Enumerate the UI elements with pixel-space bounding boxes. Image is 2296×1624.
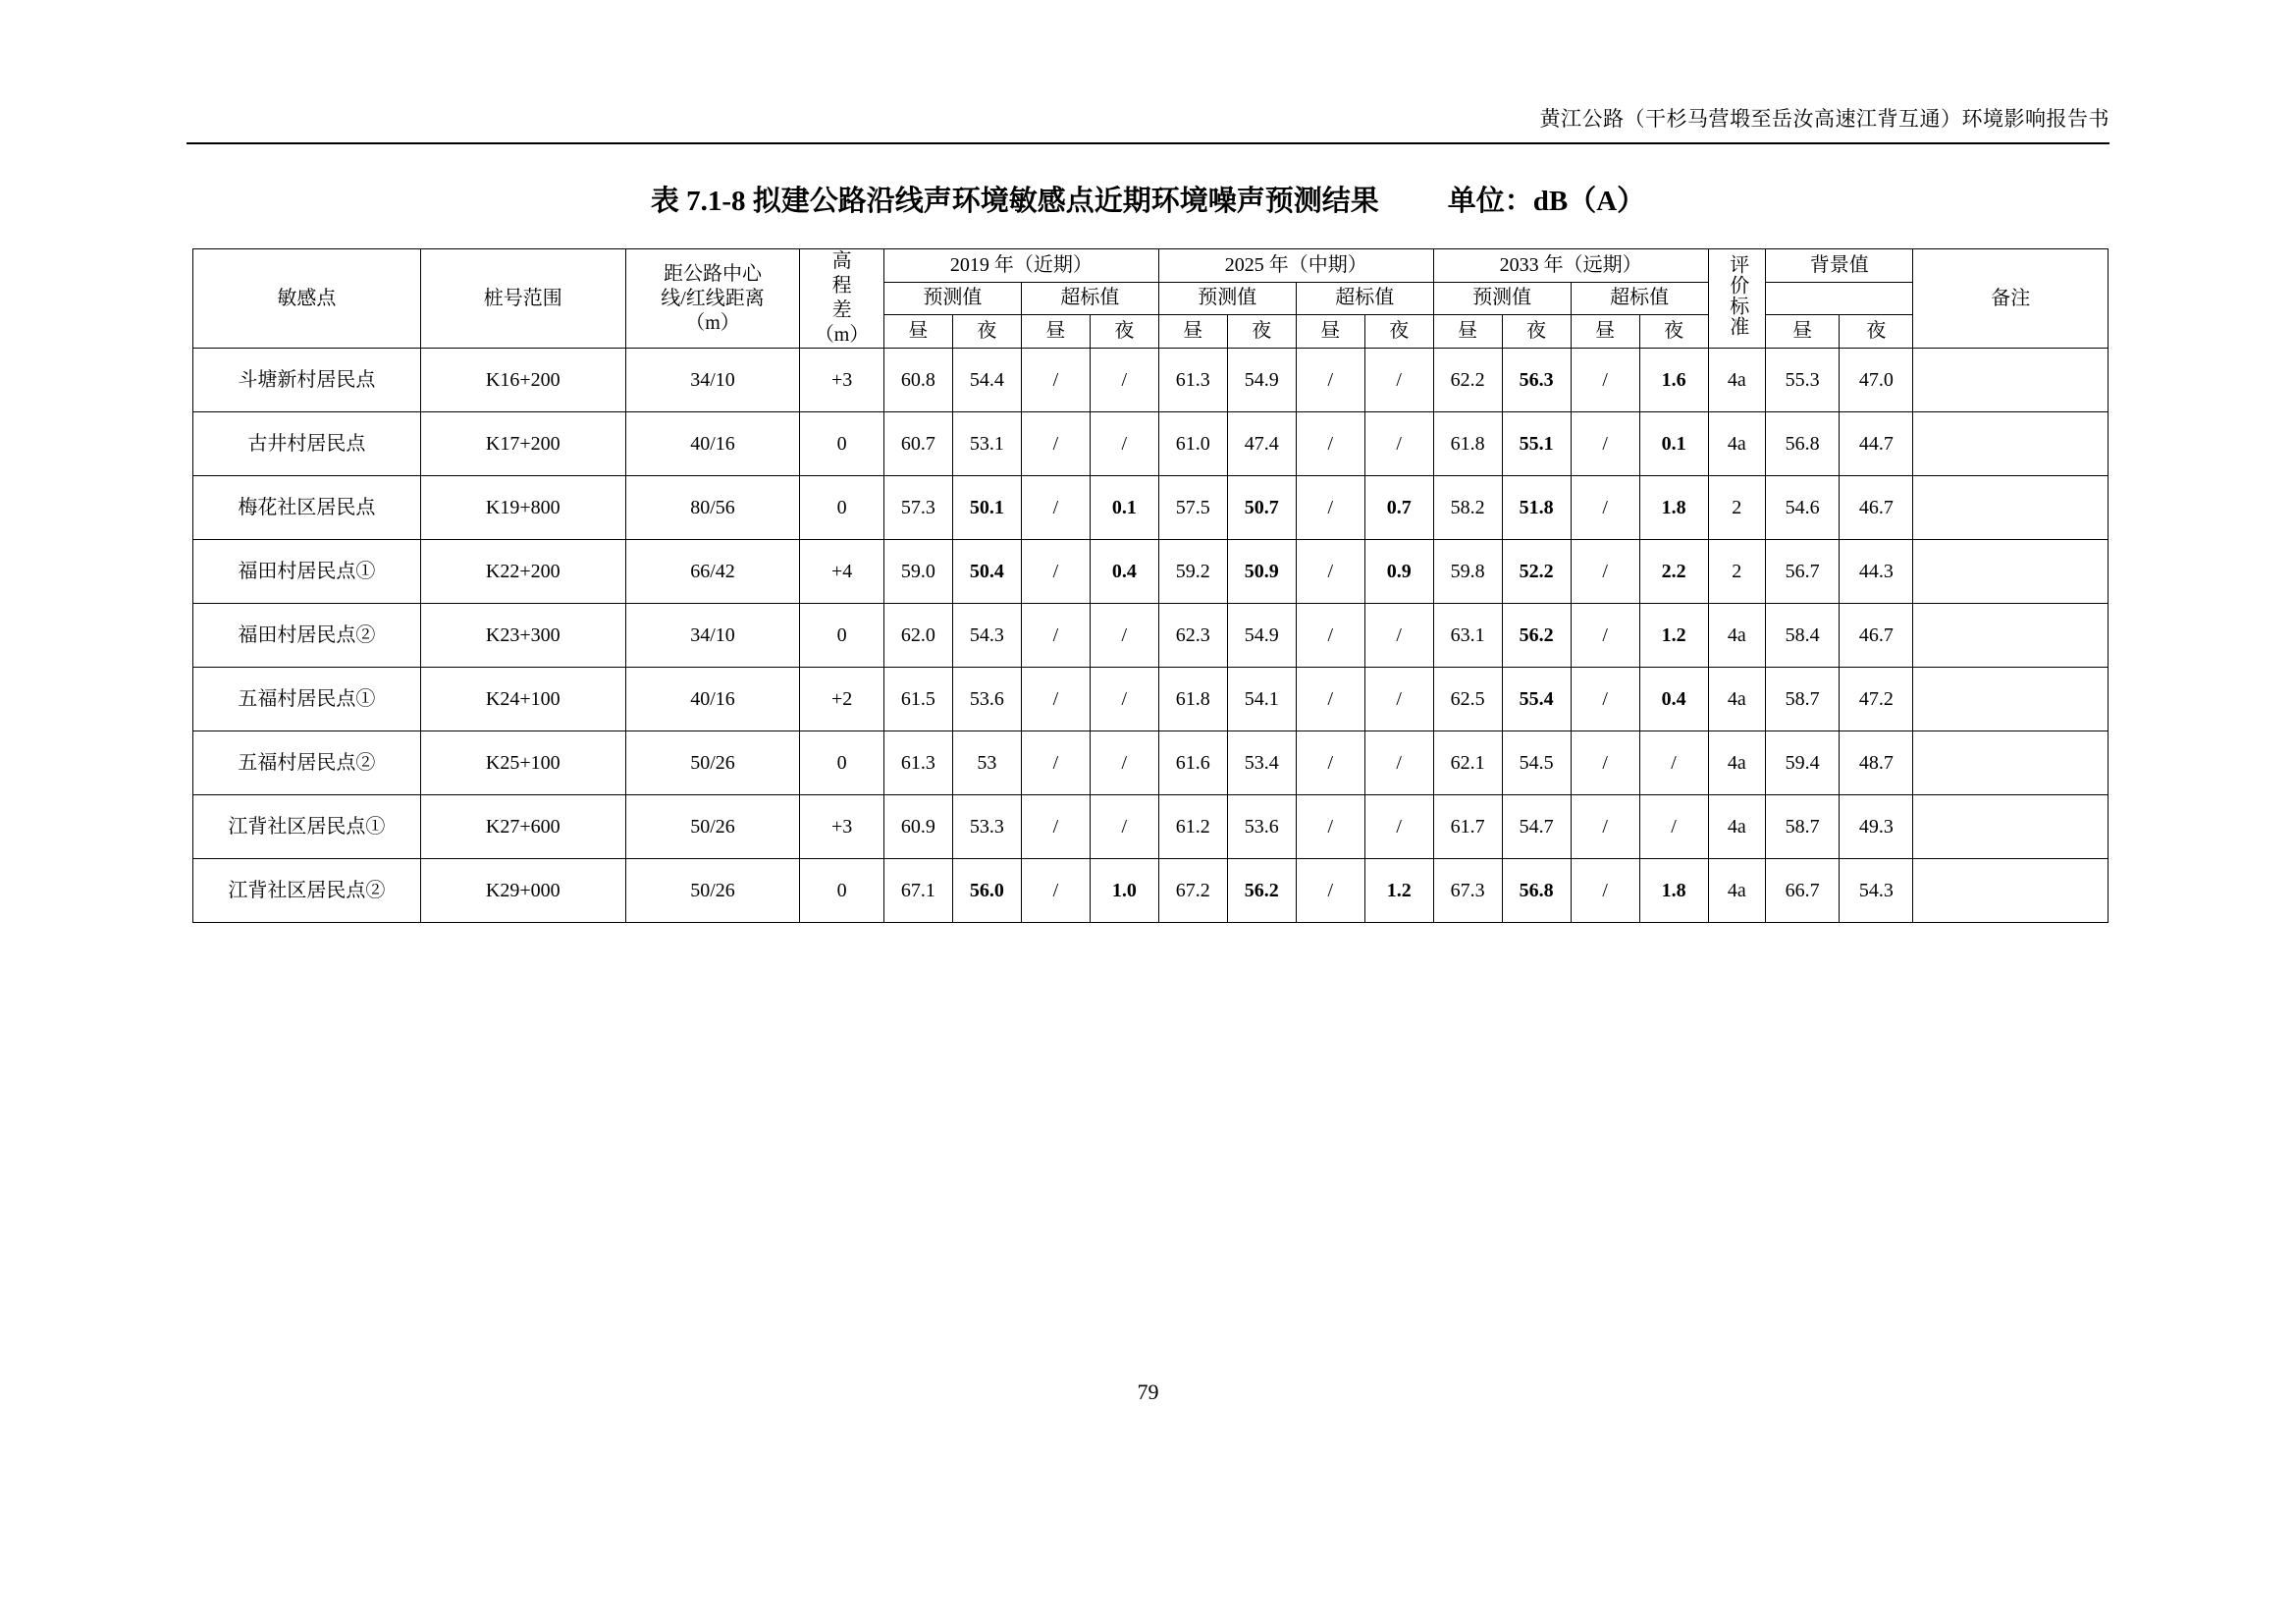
cell-2025-exceed-day: / <box>1296 604 1364 668</box>
cell-2019-predicted-night: 54.4 <box>952 349 1021 412</box>
header-row-1 <box>193 249 2109 283</box>
cell-2019-predicted-day: 59.0 <box>883 540 952 604</box>
cell-2019-exceed-day: / <box>1021 412 1090 476</box>
table-row <box>193 795 2109 859</box>
col-header-2019-predicted-night: 夜 <box>952 315 1021 349</box>
col-header-elevation: 高 程 差 （m） <box>800 249 884 349</box>
cell-elevation: 0 <box>800 859 884 923</box>
cell-2025-exceed-day: / <box>1296 412 1364 476</box>
cell-2025-predicted-day: 61.6 <box>1158 731 1227 795</box>
table-row <box>193 731 2109 795</box>
cell-2019-predicted-day: 60.7 <box>883 412 952 476</box>
cell-sensitive-point: 江背社区居民点① <box>193 795 421 859</box>
cell-2033-predicted-day: 62.1 <box>1433 731 1502 795</box>
cell-background-night: 47.0 <box>1840 349 1913 412</box>
cell-standard: 4a <box>1708 731 1765 795</box>
cell-sensitive-point: 斗塘新村居民点 <box>193 349 421 412</box>
cell-2033-predicted-day: 67.3 <box>1433 859 1502 923</box>
cell-stake-range: K25+100 <box>420 731 625 795</box>
cell-standard: 2 <box>1708 540 1765 604</box>
cell-background-night: 54.3 <box>1840 859 1913 923</box>
cell-sensitive-point: 古井村居民点 <box>193 412 421 476</box>
cell-remark <box>1913 476 2109 540</box>
cell-2019-predicted-night: 50.1 <box>952 476 1021 540</box>
cell-2019-exceed-night: / <box>1090 668 1158 731</box>
cell-2025-predicted-night: 53.4 <box>1227 731 1296 795</box>
cell-distance: 50/26 <box>625 731 800 795</box>
col-header-2025-predicted-day: 昼 <box>1158 315 1227 349</box>
cell-2033-predicted-night: 56.2 <box>1502 604 1571 668</box>
cell-2033-exceed-day: / <box>1571 476 1639 540</box>
cell-2019-predicted-night: 53.3 <box>952 795 1021 859</box>
cell-2025-predicted-day: 61.8 <box>1158 668 1227 731</box>
cell-2033-exceed-day: / <box>1571 349 1639 412</box>
col-header-background-day: 昼 <box>1766 315 1840 349</box>
cell-stake-range: K27+600 <box>420 795 625 859</box>
cell-2019-exceed-night: 0.1 <box>1090 476 1158 540</box>
cell-2025-exceed-night: 0.7 <box>1364 476 1433 540</box>
cell-sensitive-point: 福田村居民点② <box>193 604 421 668</box>
cell-2033-predicted-night: 54.7 <box>1502 795 1571 859</box>
cell-standard: 4a <box>1708 412 1765 476</box>
cell-background-night: 49.3 <box>1840 795 1913 859</box>
cell-2033-exceed-night: 0.1 <box>1639 412 1708 476</box>
cell-background-night: 47.2 <box>1840 668 1913 731</box>
col-header-2033-predicted-night: 夜 <box>1502 315 1571 349</box>
cell-2025-predicted-night: 54.9 <box>1227 604 1296 668</box>
cell-standard: 2 <box>1708 476 1765 540</box>
cell-remark <box>1913 604 2109 668</box>
cell-elevation: 0 <box>800 731 884 795</box>
cell-2033-predicted-day: 63.1 <box>1433 604 1502 668</box>
cell-2025-exceed-day: / <box>1296 476 1364 540</box>
cell-background-day: 59.4 <box>1766 731 1840 795</box>
cell-2025-exceed-night: / <box>1364 412 1433 476</box>
cell-2019-exceed-night: / <box>1090 604 1158 668</box>
cell-elevation: +3 <box>800 349 884 412</box>
cell-stake-range: K29+000 <box>420 859 625 923</box>
cell-2025-predicted-night: 50.7 <box>1227 476 1296 540</box>
cell-2025-predicted-day: 57.5 <box>1158 476 1227 540</box>
col-header-2019-exceed-day: 昼 <box>1021 315 1090 349</box>
col-header-2025-predicted: 预测值 <box>1158 282 1296 315</box>
cell-sensitive-point: 梅花社区居民点 <box>193 476 421 540</box>
cell-elevation: +3 <box>800 795 884 859</box>
cell-2019-exceed-day: / <box>1021 604 1090 668</box>
cell-remark <box>1913 412 2109 476</box>
col-header-2025-exceed-day: 昼 <box>1296 315 1364 349</box>
col-header-2033-exceed: 超标值 <box>1571 282 1708 315</box>
col-header-year-2033: 2033 年（远期） <box>1433 249 1708 283</box>
cell-2025-predicted-day: 62.3 <box>1158 604 1227 668</box>
col-header-background: 背景值 <box>1766 249 1913 283</box>
col-header-2025-exceed-night: 夜 <box>1364 315 1433 349</box>
cell-elevation: 0 <box>800 476 884 540</box>
cell-2033-exceed-day: / <box>1571 412 1639 476</box>
cell-background-day: 56.8 <box>1766 412 1840 476</box>
col-header-remark: 备注 <box>1913 249 2109 349</box>
col-header-2025-predicted-night: 夜 <box>1227 315 1296 349</box>
col-header-stake-range: 桩号范围 <box>420 249 625 349</box>
cell-2033-predicted-day: 62.2 <box>1433 349 1502 412</box>
cell-distance: 34/10 <box>625 604 800 668</box>
cell-2025-exceed-night: / <box>1364 349 1433 412</box>
cell-stake-range: K19+800 <box>420 476 625 540</box>
cell-2025-predicted-night: 50.9 <box>1227 540 1296 604</box>
cell-remark <box>1913 540 2109 604</box>
cell-2033-exceed-day: / <box>1571 859 1639 923</box>
col-header-sensitive-point: 敏感点 <box>193 249 421 349</box>
cell-2025-exceed-day: / <box>1296 731 1364 795</box>
cell-remark <box>1913 349 2109 412</box>
cell-2025-predicted-night: 54.1 <box>1227 668 1296 731</box>
cell-stake-range: K22+200 <box>420 540 625 604</box>
cell-2019-predicted-day: 61.3 <box>883 731 952 795</box>
cell-2033-exceed-day: / <box>1571 668 1639 731</box>
cell-2019-exceed-night: / <box>1090 349 1158 412</box>
cell-2025-exceed-night: 0.9 <box>1364 540 1433 604</box>
cell-2025-predicted-day: 67.2 <box>1158 859 1227 923</box>
cell-2033-predicted-day: 58.2 <box>1433 476 1502 540</box>
running-header: 黄江公路（干杉马营塅至岳汝高速江背互通）环境影响报告书 <box>1539 107 2109 131</box>
table-row <box>193 476 2109 540</box>
cell-2019-predicted-day: 60.8 <box>883 349 952 412</box>
cell-2033-predicted-night: 54.5 <box>1502 731 1571 795</box>
cell-standard: 4a <box>1708 604 1765 668</box>
table-caption-unit: 单位：dB（A） <box>1447 186 1646 217</box>
cell-2019-predicted-day: 62.0 <box>883 604 952 668</box>
cell-2033-predicted-day: 59.8 <box>1433 540 1502 604</box>
cell-2025-exceed-day: / <box>1296 795 1364 859</box>
cell-2019-exceed-day: / <box>1021 859 1090 923</box>
cell-background-day: 56.7 <box>1766 540 1840 604</box>
cell-elevation: 0 <box>800 604 884 668</box>
table-row <box>193 349 2109 412</box>
noise-prediction-table <box>192 248 2109 923</box>
col-header-2033-exceed-night: 夜 <box>1639 315 1708 349</box>
col-header-background-spacer <box>1766 282 1913 315</box>
cell-2033-predicted-night: 51.8 <box>1502 476 1571 540</box>
cell-background-day: 58.7 <box>1766 795 1840 859</box>
cell-2033-exceed-night: / <box>1639 795 1708 859</box>
cell-2033-predicted-night: 56.3 <box>1502 349 1571 412</box>
cell-2025-exceed-day: / <box>1296 859 1364 923</box>
cell-background-day: 58.7 <box>1766 668 1840 731</box>
col-header-2019-exceed: 超标值 <box>1021 282 1158 315</box>
cell-2019-exceed-day: / <box>1021 795 1090 859</box>
cell-2033-exceed-night: 1.8 <box>1639 476 1708 540</box>
page-number: 79 <box>1137 1380 1159 1404</box>
col-header-2033-predicted: 预测值 <box>1433 282 1571 315</box>
cell-remark <box>1913 795 2109 859</box>
cell-2025-exceed-day: / <box>1296 540 1364 604</box>
cell-background-night: 44.7 <box>1840 412 1913 476</box>
col-header-2019-exceed-night: 夜 <box>1090 315 1158 349</box>
cell-2033-exceed-night: 1.6 <box>1639 349 1708 412</box>
cell-elevation: +2 <box>800 668 884 731</box>
header-divider <box>187 142 2109 144</box>
col-header-background-night: 夜 <box>1840 315 1913 349</box>
table-row <box>193 604 2109 668</box>
cell-stake-range: K24+100 <box>420 668 625 731</box>
cell-2033-predicted-night: 52.2 <box>1502 540 1571 604</box>
cell-2033-predicted-night: 55.1 <box>1502 412 1571 476</box>
cell-standard: 4a <box>1708 668 1765 731</box>
table-row <box>193 668 2109 731</box>
cell-2033-exceed-night: / <box>1639 731 1708 795</box>
cell-2019-predicted-day: 57.3 <box>883 476 952 540</box>
cell-2025-predicted-day: 61.0 <box>1158 412 1227 476</box>
cell-2019-exceed-night: 1.0 <box>1090 859 1158 923</box>
table-row <box>193 412 2109 476</box>
cell-2025-exceed-night: / <box>1364 731 1433 795</box>
cell-2025-exceed-night: / <box>1364 604 1433 668</box>
cell-2033-predicted-night: 56.8 <box>1502 859 1571 923</box>
table-row <box>193 540 2109 604</box>
cell-2033-exceed-day: / <box>1571 604 1639 668</box>
col-header-2033-predicted-day: 昼 <box>1433 315 1502 349</box>
cell-2025-exceed-day: / <box>1296 349 1364 412</box>
cell-2019-predicted-night: 54.3 <box>952 604 1021 668</box>
col-header-standard: 评价标准 <box>1708 249 1765 349</box>
cell-2019-exceed-night: / <box>1090 795 1158 859</box>
cell-2019-predicted-night: 53.6 <box>952 668 1021 731</box>
cell-distance: 40/16 <box>625 668 800 731</box>
cell-remark <box>1913 859 2109 923</box>
cell-2033-exceed-day: / <box>1571 731 1639 795</box>
cell-2019-predicted-night: 50.4 <box>952 540 1021 604</box>
cell-2019-predicted-night: 53 <box>952 731 1021 795</box>
col-header-2019-predicted-day: 昼 <box>883 315 952 349</box>
cell-2033-exceed-night: 1.8 <box>1639 859 1708 923</box>
cell-sensitive-point: 福田村居民点① <box>193 540 421 604</box>
cell-2019-predicted-day: 60.9 <box>883 795 952 859</box>
cell-2025-predicted-night: 47.4 <box>1227 412 1296 476</box>
cell-2025-predicted-night: 53.6 <box>1227 795 1296 859</box>
cell-2025-predicted-day: 61.3 <box>1158 349 1227 412</box>
cell-2025-predicted-day: 61.2 <box>1158 795 1227 859</box>
cell-2033-exceed-night: 0.4 <box>1639 668 1708 731</box>
cell-2019-exceed-day: / <box>1021 731 1090 795</box>
cell-2033-exceed-day: / <box>1571 795 1639 859</box>
cell-2025-exceed-night: 1.2 <box>1364 859 1433 923</box>
cell-stake-range: K17+200 <box>420 412 625 476</box>
cell-sensitive-point: 五福村居民点② <box>193 731 421 795</box>
cell-distance: 40/16 <box>625 412 800 476</box>
cell-remark <box>1913 731 2109 795</box>
cell-2033-exceed-night: 2.2 <box>1639 540 1708 604</box>
cell-distance: 50/26 <box>625 859 800 923</box>
cell-2025-predicted-night: 56.2 <box>1227 859 1296 923</box>
cell-standard: 4a <box>1708 349 1765 412</box>
cell-2019-exceed-night: / <box>1090 412 1158 476</box>
cell-background-night: 46.7 <box>1840 604 1913 668</box>
cell-background-day: 54.6 <box>1766 476 1840 540</box>
cell-2019-exceed-night: 0.4 <box>1090 540 1158 604</box>
cell-2019-predicted-day: 61.5 <box>883 668 952 731</box>
cell-2025-predicted-day: 59.2 <box>1158 540 1227 604</box>
cell-2033-predicted-night: 55.4 <box>1502 668 1571 731</box>
cell-distance: 50/26 <box>625 795 800 859</box>
table-row <box>193 859 2109 923</box>
cell-distance: 80/56 <box>625 476 800 540</box>
table-caption <box>0 179 2296 219</box>
cell-2025-exceed-day: / <box>1296 668 1364 731</box>
cell-2019-exceed-day: / <box>1021 668 1090 731</box>
col-header-year-2025: 2025 年（中期） <box>1158 249 1433 283</box>
col-header-2025-exceed: 超标值 <box>1296 282 1433 315</box>
cell-stake-range: K23+300 <box>420 604 625 668</box>
cell-2019-exceed-day: / <box>1021 349 1090 412</box>
cell-remark <box>1913 668 2109 731</box>
cell-elevation: 0 <box>800 412 884 476</box>
col-header-2033-exceed-day: 昼 <box>1571 315 1639 349</box>
cell-background-day: 55.3 <box>1766 349 1840 412</box>
table-body <box>193 349 2109 923</box>
cell-sensitive-point: 江背社区居民点② <box>193 859 421 923</box>
cell-background-day: 66.7 <box>1766 859 1840 923</box>
col-header-year-2019: 2019 年（近期） <box>883 249 1158 283</box>
cell-background-night: 48.7 <box>1840 731 1913 795</box>
cell-background-night: 46.7 <box>1840 476 1913 540</box>
cell-standard: 4a <box>1708 795 1765 859</box>
cell-distance: 66/42 <box>625 540 800 604</box>
cell-2025-exceed-night: / <box>1364 668 1433 731</box>
col-header-2019-predicted: 预测值 <box>883 282 1021 315</box>
table-caption-text: 表 7.1-8 拟建公路沿线声环境敏感点近期环境噪声预测结果 <box>650 186 1379 217</box>
cell-distance: 34/10 <box>625 349 800 412</box>
cell-2019-exceed-day: / <box>1021 476 1090 540</box>
cell-2019-predicted-night: 56.0 <box>952 859 1021 923</box>
cell-2019-predicted-night: 53.1 <box>952 412 1021 476</box>
cell-2033-exceed-day: / <box>1571 540 1639 604</box>
cell-2033-exceed-night: 1.2 <box>1639 604 1708 668</box>
cell-standard: 4a <box>1708 859 1765 923</box>
cell-2019-exceed-day: / <box>1021 540 1090 604</box>
cell-2025-predicted-night: 54.9 <box>1227 349 1296 412</box>
cell-2019-predicted-day: 67.1 <box>883 859 952 923</box>
cell-sensitive-point: 五福村居民点① <box>193 668 421 731</box>
cell-elevation: +4 <box>800 540 884 604</box>
cell-2033-predicted-day: 61.8 <box>1433 412 1502 476</box>
col-header-distance: 距公路中心 线/红线距离 （m） <box>625 249 800 349</box>
cell-2033-predicted-day: 61.7 <box>1433 795 1502 859</box>
cell-background-day: 58.4 <box>1766 604 1840 668</box>
cell-stake-range: K16+200 <box>420 349 625 412</box>
cell-2019-exceed-night: / <box>1090 731 1158 795</box>
cell-2025-exceed-night: / <box>1364 795 1433 859</box>
cell-2033-predicted-day: 62.5 <box>1433 668 1502 731</box>
cell-background-night: 44.3 <box>1840 540 1913 604</box>
